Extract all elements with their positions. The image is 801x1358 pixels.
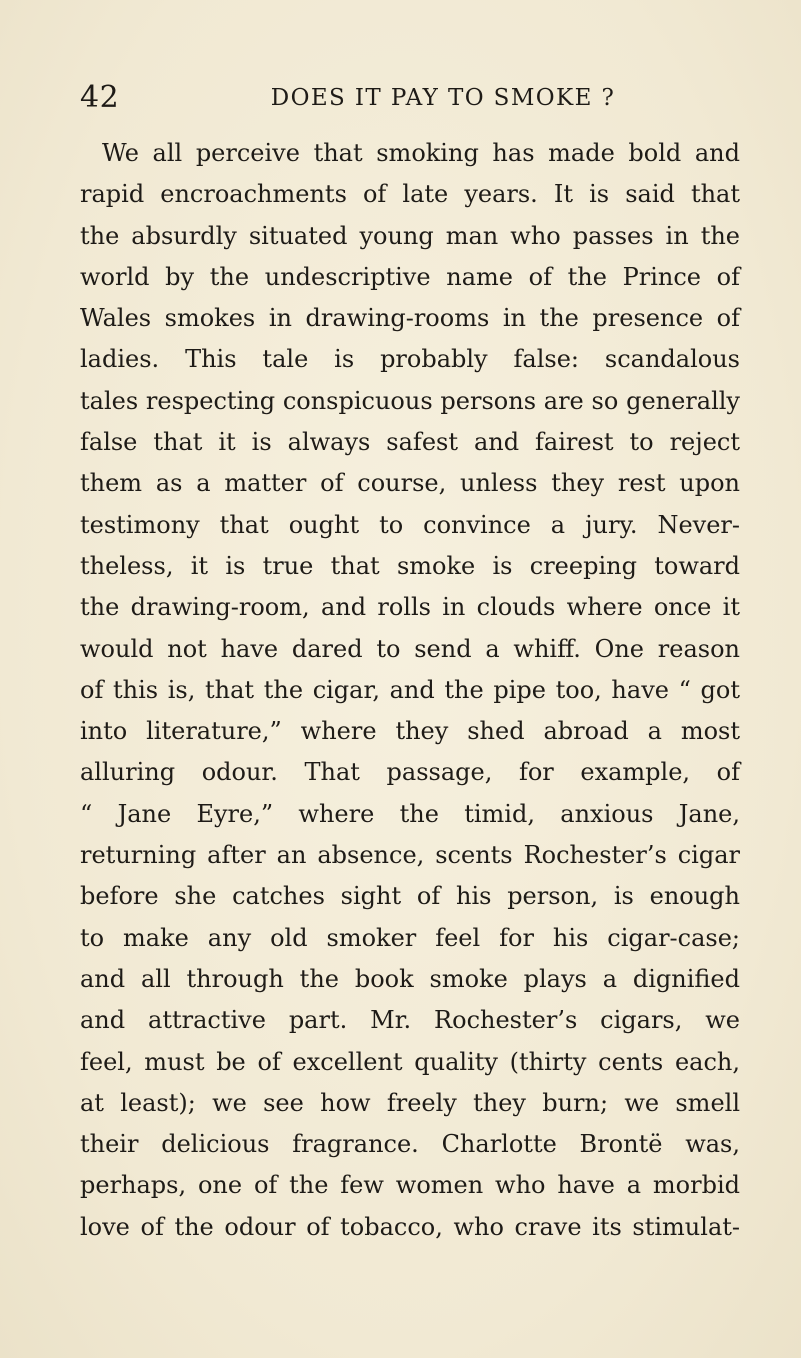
- text-line: theless, it is true that smoke is creeping toward: [80, 551, 740, 580]
- text-line: them as a matter of course, unless they rest upon: [80, 469, 740, 498]
- body-paragraph: [80, 133, 740, 1248]
- text-line: Wales smokes in drawing-rooms in the presence of: [80, 304, 740, 333]
- text-line: to make any old smoker feel for his cigar-case;: [80, 923, 740, 952]
- text-line: love of the odour of tobacco, who crave its stimulat-: [80, 1212, 740, 1241]
- text-line: alluring odour. That passage, for example, of: [80, 758, 740, 787]
- text-line: at least); we see how freely they burn; we smell: [80, 1088, 740, 1117]
- text-line: returning after an absence, scents Rochester’s cigar: [80, 841, 740, 870]
- text-line: before she catches sight of his person, is enough: [80, 882, 740, 911]
- text-line: testimony that ought to convince a jury. Never-: [80, 510, 740, 539]
- text-line: and attractive part. Mr. Rochester’s cigars, we: [80, 1006, 740, 1035]
- text-line: into literature,” where they shed abroad a most: [80, 717, 740, 746]
- page-number: 42: [80, 80, 120, 115]
- text-line: the drawing-room, and rolls in clouds where once it: [80, 593, 740, 622]
- text-line: rapid encroachments of late years. It is said that: [80, 180, 740, 209]
- text-line: of this is, that the cigar, and the pipe too, have “ got: [80, 675, 740, 704]
- page-header: [80, 76, 740, 120]
- running-title: DOES IT PAY TO SMOKE ?: [270, 85, 616, 111]
- text-line: would not have dared to send a whiff. One reason: [80, 634, 740, 663]
- text-line: We all perceive that smoking has made bold and: [102, 139, 740, 167]
- text-line: perhaps, one of the few women who have a morbid: [80, 1171, 740, 1200]
- text-line: feel, must be of excellent quality (thirty cents each,: [80, 1047, 740, 1076]
- text-line: their delicious fragrance. Charlotte Brontë was,: [80, 1130, 740, 1159]
- text-line: the absurdly situated young man who passes in the: [80, 221, 740, 250]
- text-line: and all through the book smoke plays a dignified: [80, 964, 740, 993]
- text-line: world by the undescriptive name of the Prince of: [80, 262, 740, 291]
- text-line: “ Jane Eyre,” where the timid, anxious Jane,: [80, 799, 740, 828]
- text-line: false that it is always safest and fairest to reject: [80, 428, 740, 457]
- text-line: tales respecting conspicuous persons are so generally: [80, 386, 740, 415]
- text-line: ladies. This tale is probably false: scandalous: [80, 345, 740, 374]
